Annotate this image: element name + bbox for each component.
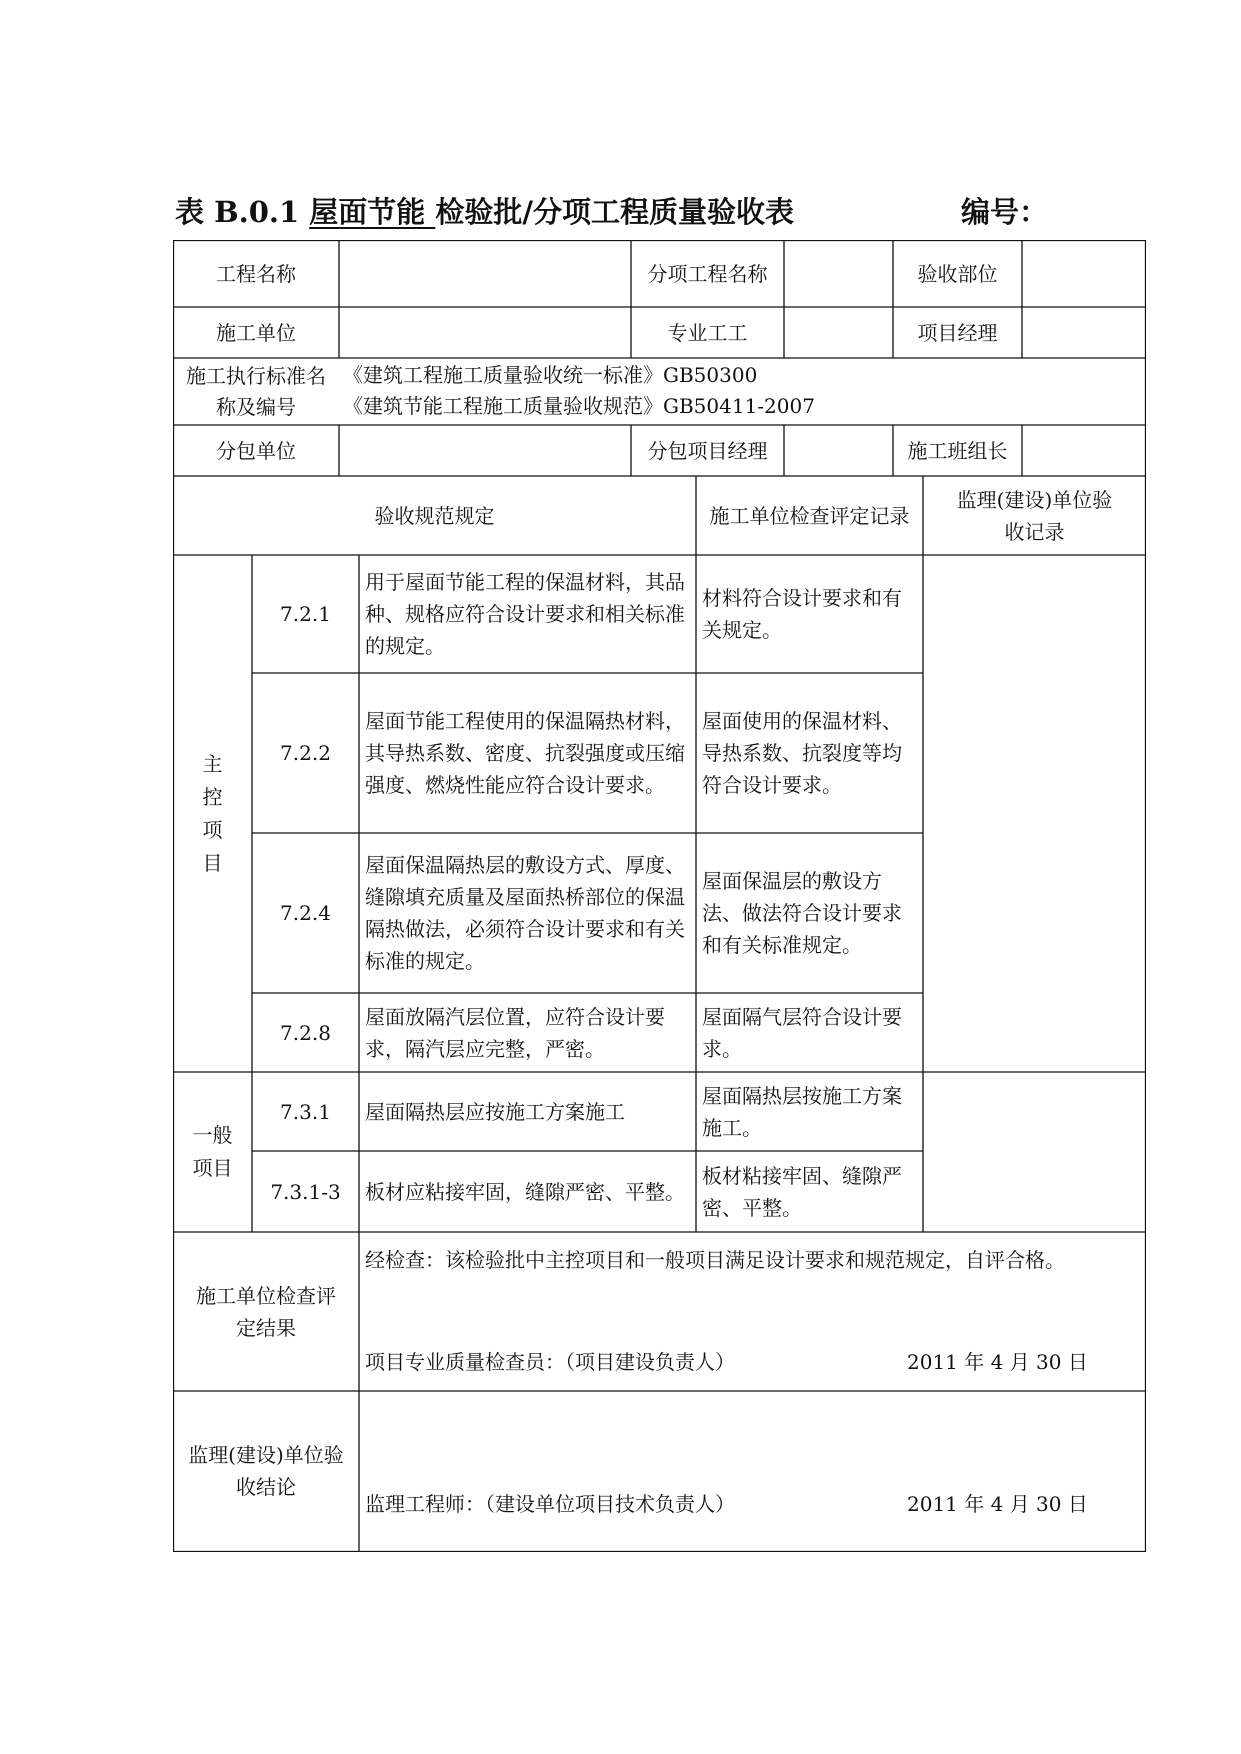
title-suffix: 检验批/分项工程质量验收表	[435, 195, 794, 229]
item-rule-text: 用于屋面节能工程的保温材料，其品种、规格应符合设计要求和相关标准的规定。	[365, 570, 685, 658]
sub-pm-label: 分包项目经理	[647, 438, 768, 463]
supervisor-result-label	[173, 1391, 359, 1551]
main-items-group-label	[173, 555, 252, 1072]
item-record-text: 屋面保温层的敷设方法、做法符合设计要求和有关标准规定。	[702, 869, 902, 957]
contractor-inspector: 项目专业质量检查员：（项目建设负责人）	[365, 1350, 735, 1374]
item-rule	[359, 1151, 696, 1232]
subcontractor-label: 分包单位	[216, 438, 296, 463]
item-record-text: 材料符合设计要求和有关规定。	[702, 586, 902, 642]
item-record-text: 屋面隔热层按施工方案施工。	[702, 1083, 902, 1140]
main-items-group-text: 主控项目	[202, 751, 223, 875]
item-record	[696, 555, 923, 673]
item-record	[696, 993, 923, 1072]
standard-label	[173, 358, 339, 425]
standard-label-text: 施工执行标准名称及编号	[186, 363, 326, 419]
team-leader-label: 施工班组长	[907, 438, 1008, 463]
supervisor-record-header-text: 监理(建设)单位验收记录	[956, 487, 1113, 544]
contractor-result-label-text: 施工单位检查评定结果	[196, 1283, 336, 1340]
general-items-group-text: 一般项目	[192, 1123, 233, 1180]
item-code: 7.3.1-3	[270, 1179, 341, 1204]
item-rule-text: 屋面隔热层应按施工方案施工	[365, 1099, 625, 1124]
acceptance-part-label: 验收部位	[917, 261, 998, 286]
item-record	[696, 833, 923, 993]
item-code: 7.3.1	[280, 1099, 331, 1124]
item-code: 7.2.8	[280, 1020, 331, 1045]
item-code: 7.2.2	[280, 741, 331, 765]
supervisor-date: 2011 年 4 月 30 日	[907, 1492, 1088, 1516]
item-record-text: 屋面隔气层符合设计要求。	[702, 1004, 902, 1061]
item-rule-text: 屋面放隔汽层位置，应符合设计要求，隔汽层应完整，严密。	[365, 1004, 665, 1061]
number-label: 编号：	[961, 195, 1049, 229]
contractor-result-text: 经检查：该检验批中主控项目和一般项目满足设计要求和规范规定，自评合格。	[365, 1248, 1065, 1272]
form-title	[175, 190, 1075, 234]
standard-list	[343, 360, 1133, 424]
supervisor-result-label-text: 监理(建设)单位验收结论	[188, 1443, 344, 1499]
item-code: 7.2.1	[280, 602, 331, 626]
acceptance-table	[173, 240, 1146, 1552]
standard-item: 《建筑节能工程施工质量验收规范》GB50411-2007	[343, 394, 815, 418]
item-record	[696, 1072, 923, 1151]
item-rule	[359, 993, 696, 1072]
item-rule	[359, 555, 696, 673]
item-record-text: 板材粘接牢固、缝隙严密、平整。	[702, 1163, 902, 1220]
item-record	[696, 673, 923, 833]
contractor-date: 2011 年 4 月 30 日	[907, 1350, 1088, 1374]
supervisor-record-header	[923, 476, 1146, 555]
item-rule-text: 屋面节能工程使用的保温隔热材料，其导热系数、密度、抗裂强度或压缩强度、燃烧性能应符合设计要求。	[365, 709, 685, 797]
general-items-group-label	[173, 1072, 252, 1232]
item-rule	[359, 1072, 696, 1151]
foreman-label: 专业工工	[667, 320, 748, 345]
sub-project-label: 分项工程名称	[647, 261, 768, 286]
contractor-label: 施工单位	[216, 320, 296, 345]
supervisor-engineer: 监理工程师：（建设单位项目技术负责人）	[365, 1492, 735, 1516]
title-name: 屋面节能	[309, 195, 436, 229]
item-rule	[359, 673, 696, 833]
item-code: 7.2.4	[280, 901, 331, 925]
item-rule-text: 板材应粘接牢固，缝隙严密、平整。	[365, 1179, 685, 1204]
title-prefix: 表 B.0.1	[175, 195, 310, 229]
pm-label: 项目经理	[917, 320, 998, 345]
item-rule-text: 屋面保温隔热层的敷设方式、厚度、缝隙填充质量及屋面热桥部位的保温隔热做法，必须符合设计要求和有关标准的规定。	[365, 853, 685, 973]
item-record-text: 屋面使用的保温材料、导热系数、抗裂度等均符合设计要求。	[702, 709, 902, 797]
project-name-label: 工程名称	[216, 261, 296, 286]
contractor-result-label	[173, 1232, 359, 1391]
contractor-record-header: 施工单位检查评定记录	[709, 503, 910, 528]
spec-column-header: 验收规范规定	[374, 503, 495, 528]
standard-item: 《建筑工程施工质量验收统一标准》GB50300	[343, 363, 758, 387]
item-rule	[359, 833, 696, 993]
item-record	[696, 1151, 923, 1232]
